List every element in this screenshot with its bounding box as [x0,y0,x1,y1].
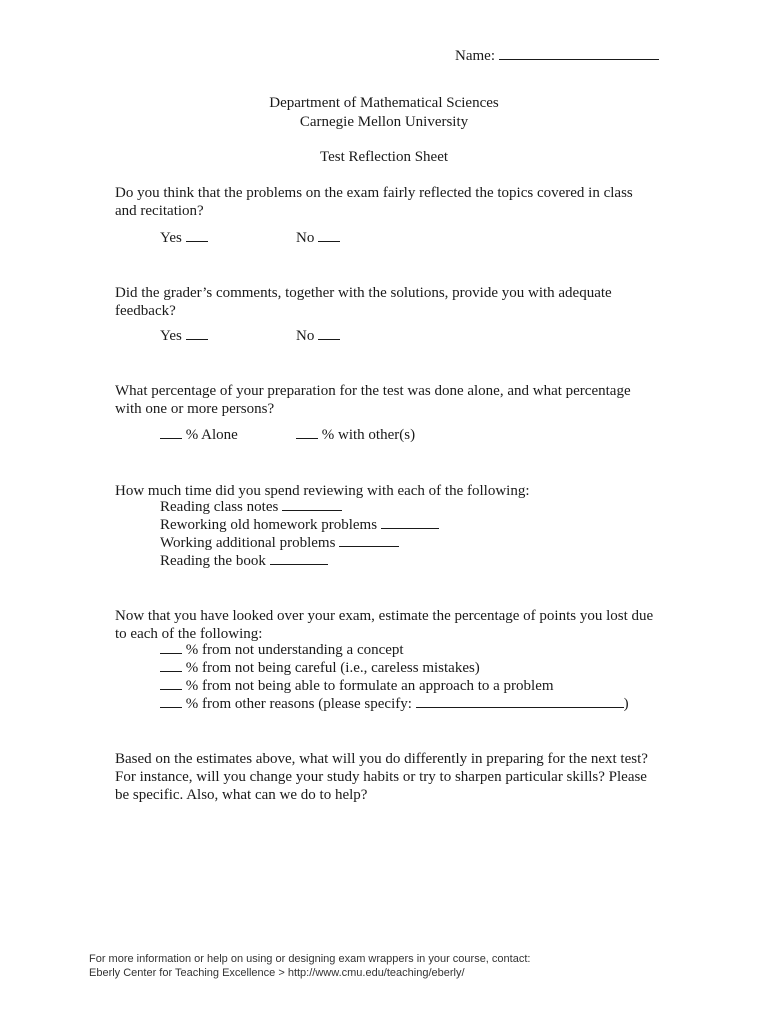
q5-text [115,607,653,643]
q6-line2: For instance, will you change your study habits or try to sharpen particular skills? Please [115,769,647,785]
q5-item-label: % from not being careful (i.e., careless mistakes) [185,660,480,676]
q2-no-blank[interactable] [318,338,340,340]
q2-yes-blank[interactable] [186,338,208,340]
q1-yes-label: Yes [160,230,182,246]
q5-item-label: % from not understanding a concept [185,642,404,658]
q4-text: How much time did you spend reviewing with each of the following: [115,483,530,499]
q2-no-label: No [296,328,315,344]
q3-alone-label: % Alone [185,427,238,443]
q6-line1: Based on the estimates above, what will you do differently in preparing for the next test? [115,751,648,767]
q5-item-careless [160,660,480,677]
q5-item-blank[interactable] [160,652,182,654]
sheet-title: Test Reflection Sheet [319,149,449,165]
q4-item-label: Reworking old homework problems [160,517,378,533]
q2-yes-label: Yes [160,328,182,344]
q4-item-additional-problems [160,535,399,552]
q1-yes-blank[interactable] [186,240,208,242]
q2-no-option [296,328,340,345]
q4-item-label: Reading class notes [160,499,279,515]
q4-item-book [160,553,328,570]
footer-line1: For more information or help on using or designing exam wrappers in your course, contact: [89,953,531,965]
q3-alone-blank[interactable] [160,437,182,439]
q5-line2: to each of the following: [115,626,263,642]
q2-line2: feedback? [115,303,176,319]
q1-line2: and recitation? [115,203,204,219]
footer [89,952,530,980]
q2-yes-option [160,328,208,345]
q6-text [115,750,648,804]
q1-no-option [296,230,340,247]
q5-item-approach [160,678,554,695]
q6-line3: be specific. Also, what can we do to help? [115,787,368,803]
department-title: Department of Mathematical Sciences [269,95,499,111]
q1-text [115,184,633,220]
q1-line1: Do you think that the problems on the exam fairly reflected the topics covered in class [115,185,633,201]
q5-line1: Now that you have looked over your exam, estimate the percentage of points you lost due [115,608,654,624]
q5-item-blank[interactable] [160,670,182,672]
q4-item-blank[interactable] [381,527,439,529]
q3-others-label: % with other(s) [321,427,416,443]
q1-no-label: No [296,230,315,246]
name-label: Name: [455,48,495,64]
q3-others-blank[interactable] [296,437,318,439]
q3-alone-option [160,427,238,444]
footer-line2: Eberly Center for Teaching Excellence > http://www.cmu.edu/teaching/eberly/ [89,967,465,979]
q4-item-blank[interactable] [270,563,328,565]
q1-yes-option [160,230,208,247]
q4-item-class-notes [160,499,342,516]
q3-line1: What percentage of your preparation for the test was done alone, and what percentage [115,383,631,399]
q3-others-option [296,427,415,444]
q4-item-old-homework [160,517,439,534]
q5-item-other [160,696,629,713]
q3-text [115,382,631,418]
q2-text [115,284,612,320]
q2-line1: Did the grader’s comments, together with the solutions, provide you with adequate [115,285,612,301]
q5-item-concept [160,642,404,659]
q5-item-blank[interactable] [160,688,182,690]
q5-close-paren: ) [623,696,629,712]
q4-item-label: Reading the book [160,553,266,569]
q1-no-blank[interactable] [318,240,340,242]
q5-other-specify-blank[interactable] [416,706,624,708]
name-field [455,48,659,65]
name-blank[interactable] [499,58,659,60]
q4-item-label: Working additional problems [160,535,336,551]
q5-item-label: % from not being able to formulate an approach to a problem [185,678,554,694]
q4-item-blank[interactable] [282,509,342,511]
q5-item-label: % from other reasons (please specify: [185,696,412,712]
q5-item-blank[interactable] [160,706,182,708]
q4-item-blank[interactable] [339,545,399,547]
university-title: Carnegie Mellon University [299,114,469,130]
q3-line2: with one or more persons? [115,401,275,417]
